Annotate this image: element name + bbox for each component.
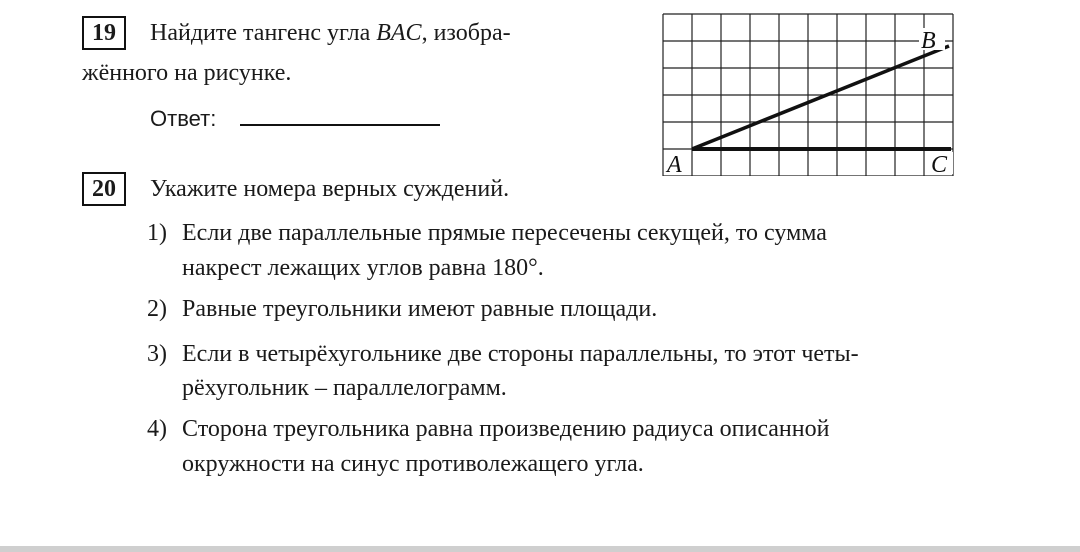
statement-3-line1: Если в четырёхугольнике две стороны параллельны, то этот четы-	[182, 341, 859, 367]
answer-label: Ответ:	[150, 106, 217, 131]
grid	[663, 14, 953, 176]
problem-19-text-line2: жённого на рисунке.	[82, 60, 292, 86]
problem-20-prompt: Укажите номера верных суждений.	[150, 176, 510, 202]
statement-4-number: 4)	[147, 416, 167, 442]
problem-20-number: 20	[82, 172, 126, 206]
label-a: A	[667, 152, 682, 176]
page-bottom-border	[0, 546, 1080, 552]
problem-19-text-line1	[150, 16, 511, 50]
angle-figure	[661, 12, 961, 176]
label-c: C	[931, 152, 948, 176]
statement-2-number: 2)	[147, 296, 167, 322]
statement-1-number: 1)	[147, 220, 167, 246]
statement-4-line1: Сторона треугольника равна произведению радиуса описанной	[182, 416, 830, 442]
label-b: B	[921, 28, 936, 54]
angle-name: BAC	[376, 20, 422, 46]
statement-1-line2: накрест лежащих углов равна 180°.	[182, 255, 544, 281]
statement-4-line2: окружности на синус противолежащего угла.	[182, 451, 644, 477]
statement-1-line1: Если две параллельные прямые пересечены секущей, то сумма	[182, 220, 827, 246]
statement-3-line2: рёхугольник – параллелограмм.	[182, 375, 507, 401]
problem-19-text-prefix: Найдите тангенс угла	[150, 20, 377, 46]
problem-19-number: 19	[82, 16, 126, 50]
statement-3-number: 3)	[147, 341, 167, 367]
answer-field[interactable]	[240, 124, 440, 126]
ray-ab	[692, 46, 949, 149]
statement-2-line1: Равные треугольники имеют равные площади.	[182, 296, 658, 322]
problem-19-text-suffix: , изобра-	[421, 20, 511, 46]
